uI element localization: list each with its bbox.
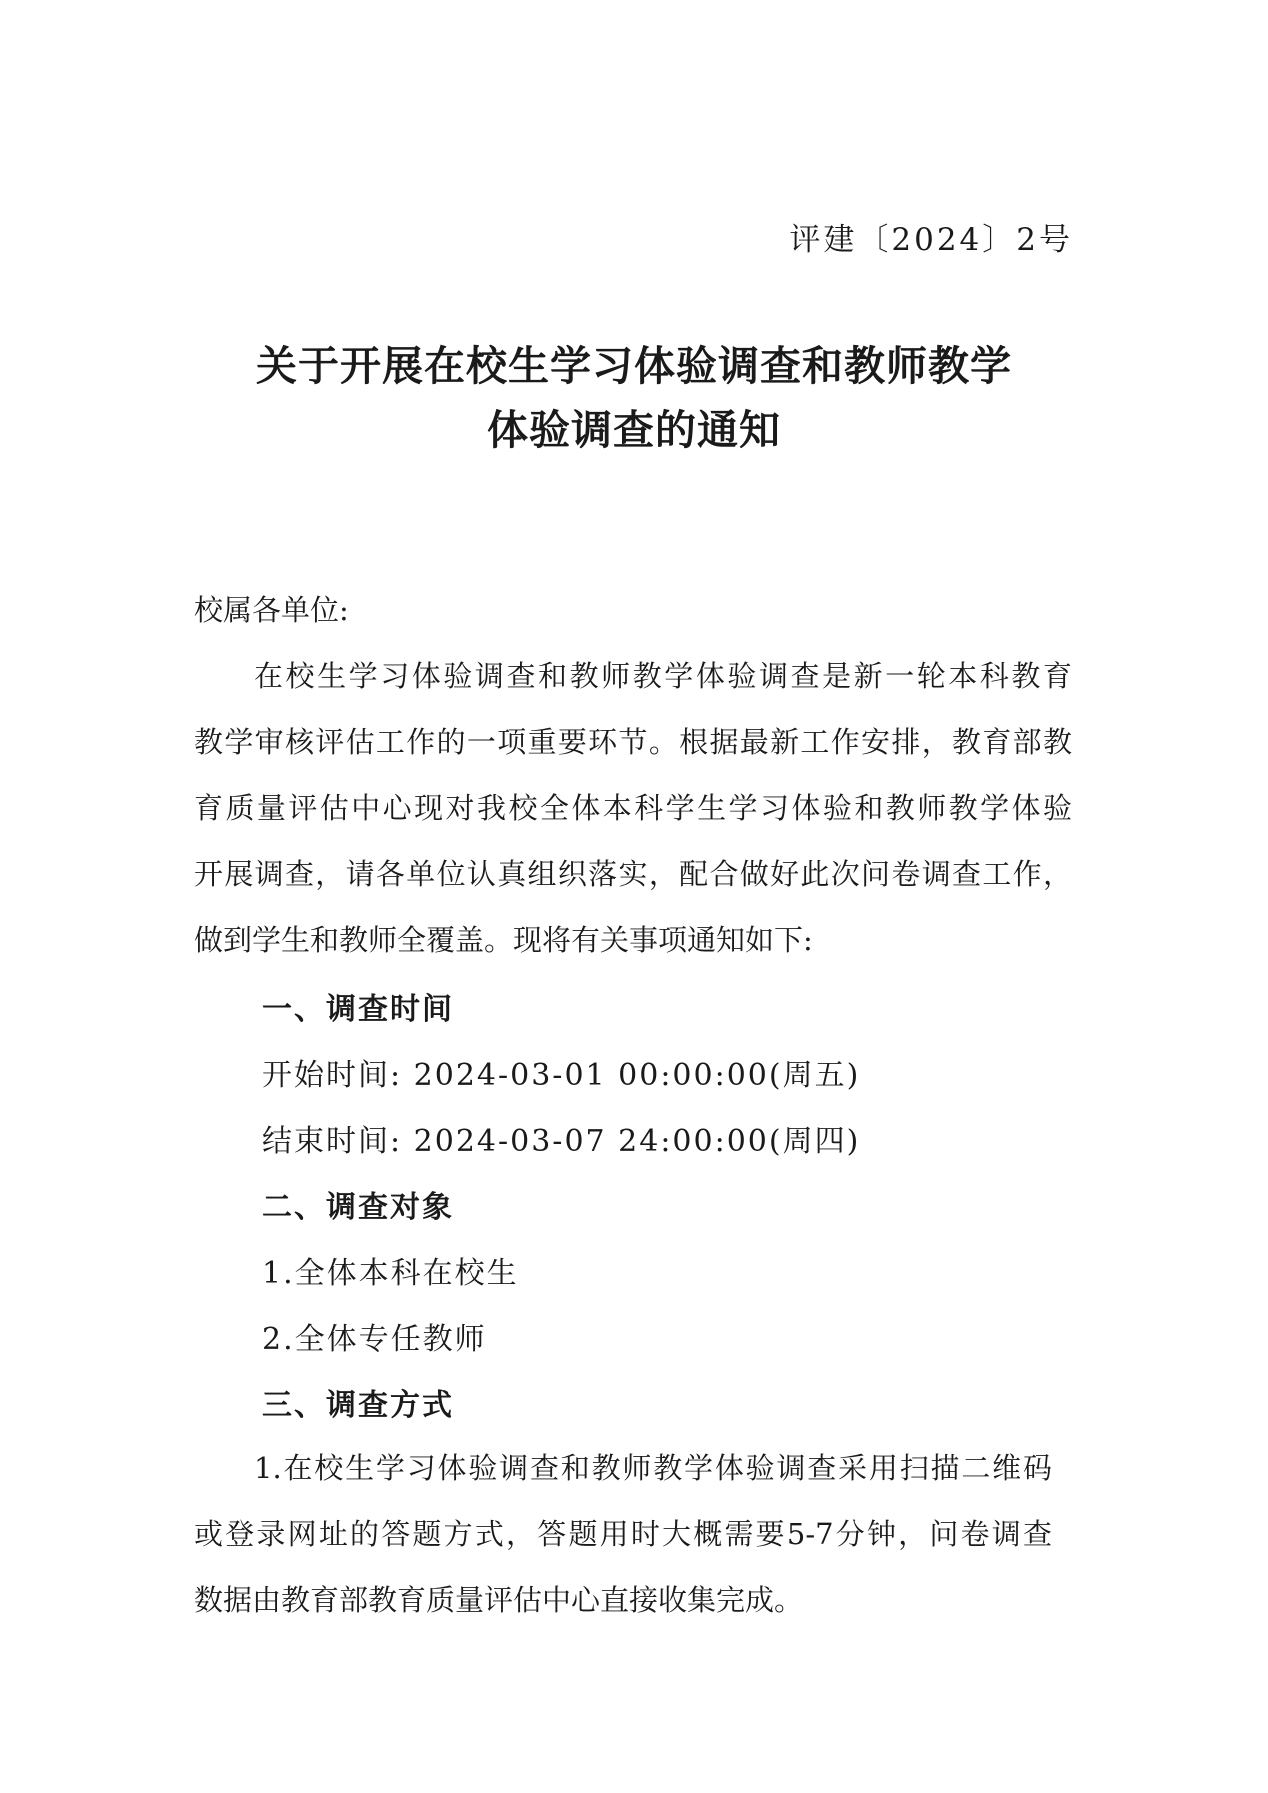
target-item-2: 2.全体专任教师 <box>262 1322 487 1357</box>
document-title-line-1: 关于开展在校生学习体验调查和教师教学 <box>256 342 1012 390</box>
method-line-2: 或登录网址的答题方式，答题用时大概需要5-7分钟，问卷调查 <box>194 1517 1052 1551</box>
end-time: 结束时间: 2024-03-07 24:00:00(周四) <box>262 1124 861 1159</box>
method-line-1: 1.在校生学习体验调查和教师教学体验调查采用扫描二维码 <box>254 1451 1052 1485</box>
target-item-1: 1.全体本科在校生 <box>262 1256 519 1291</box>
section-1-heading: 一、调查时间 <box>262 992 454 1027</box>
intro-line-3: 育质量评估中心现对我校全体本科学生学习体验和教师教学体验 <box>194 791 1072 825</box>
section-2-heading: 二、调查对象 <box>262 1190 454 1225</box>
intro-line-1: 在校生学习体验调查和教师教学体验调查是新一轮本科教育 <box>254 659 1072 693</box>
salutation: 校属各单位: <box>194 593 349 627</box>
intro-line-4: 开展调查，请各单位认真组织落实，配合做好此次问卷调查工作， <box>194 857 1072 891</box>
start-time: 开始时间: 2024-03-01 00:00:00(周五) <box>262 1058 861 1093</box>
method-line-3: 数据由教育部教育质量评估中心直接收集完成。 <box>194 1583 804 1617</box>
document-title-line-2: 体验调查的通知 <box>487 406 781 454</box>
document-number: 评建〔2024〕2号 <box>789 222 1073 258</box>
intro-line-2: 教学审核评估工作的一项重要环节。根据最新工作安排，教育部教 <box>194 725 1072 759</box>
intro-line-5: 做到学生和教师全覆盖。现将有关事项通知如下: <box>194 923 813 957</box>
section-3-heading: 三、调查方式 <box>262 1388 454 1423</box>
